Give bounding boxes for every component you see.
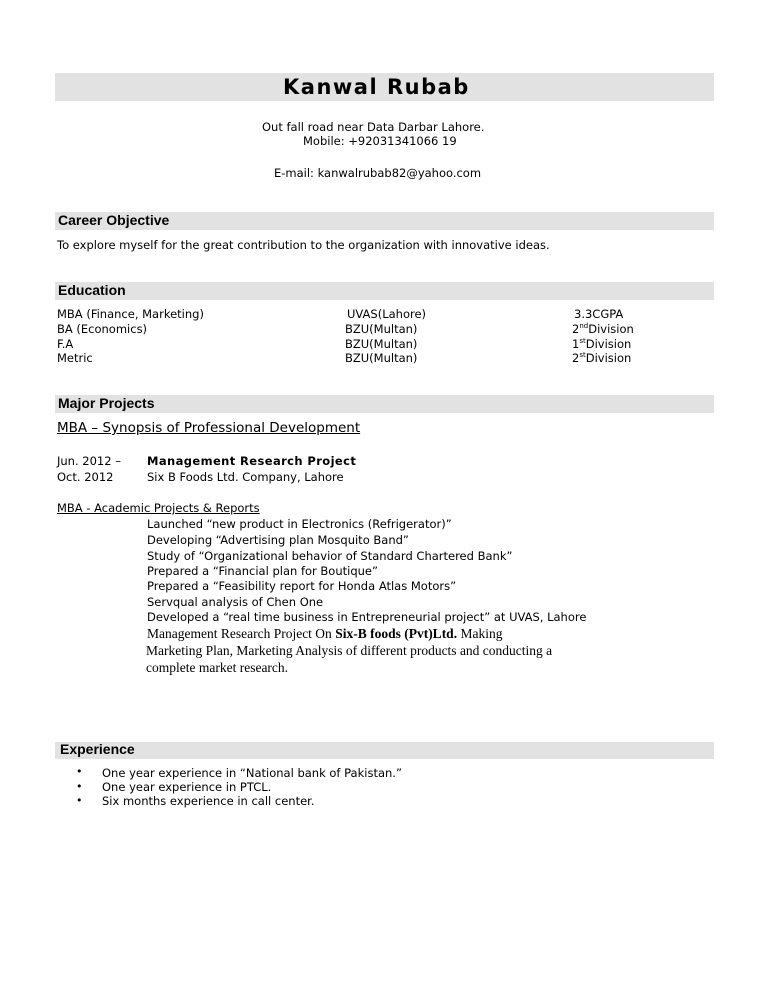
edu-degree: Metric	[57, 351, 93, 365]
bullet-icon: •	[76, 765, 83, 778]
edu-degree: MBA (Finance, Marketing)	[57, 307, 204, 321]
research-line-1: Management Research Project On Six-B foods (Pvt)Ltd. Making	[147, 626, 503, 641]
edu-result: 1stDivision	[572, 337, 632, 351]
experience-item: One year experience in “National bank of Pakistan.”	[102, 766, 402, 780]
edu-result: 2stDivision	[572, 351, 632, 365]
edu-institute: BZU(Multan)	[345, 337, 418, 351]
date-to: Oct. 2012	[57, 470, 114, 484]
candidate-name: Kanwal Rubab	[283, 75, 470, 99]
research-line-3: complete market research.	[146, 660, 289, 675]
edu-institute: UVAS(Lahore)	[347, 307, 427, 321]
projects-title: Major Projects	[58, 395, 155, 411]
project-item: Developed a “real time business in Entrepreneurial project” at UVAS, Lahore	[147, 610, 587, 624]
career-text: To explore myself for the great contribution to the organization with innovative ideas.	[57, 238, 550, 252]
project-company: Six B Foods Ltd. Company, Lahore	[147, 470, 344, 484]
academic-heading: MBA - Academic Projects & Reports	[57, 501, 260, 515]
address: Out fall road near Data Darbar Lahore.	[262, 120, 485, 134]
bullet-icon: •	[76, 780, 83, 793]
date-from: Jun. 2012 –	[57, 454, 121, 468]
mobile: Mobile: +92031341066 19	[303, 134, 457, 148]
bullet-icon: •	[76, 794, 83, 807]
education-title: Education	[58, 282, 126, 298]
synopsis-heading: MBA – Synopsis of Professional Development	[57, 420, 361, 436]
project-item: Prepared a “Financial plan for Boutique”	[147, 564, 378, 578]
edu-degree: F.A	[57, 337, 74, 351]
education-section-bar	[55, 282, 714, 300]
email: E-mail: kanwalrubab82@yahoo.com	[274, 166, 482, 180]
project-item: Prepared a “Feasibility report for Honda Atlas Motors”	[147, 579, 457, 593]
project-name: Management Research Project	[147, 454, 357, 468]
project-item: Servqual analysis of Chen One	[147, 595, 324, 609]
edu-result: 2ndDivision	[572, 322, 634, 336]
career-title: Career Objective	[58, 212, 170, 228]
project-item: Launched “new product in Electronics (Refrigerator)”	[147, 517, 452, 531]
project-item: Study of “Organizational behavior of Standard Chartered Bank”	[147, 549, 513, 563]
experience-item: Six months experience in call center.	[102, 794, 315, 808]
research-line-2: Marketing Plan, Marketing Analysis of different products and conducting a	[146, 643, 553, 658]
edu-institute: BZU(Multan)	[345, 322, 418, 336]
experience-section-bar	[55, 742, 714, 759]
experience-title: Experience	[60, 741, 135, 757]
experience-item: One year experience in PTCL.	[102, 780, 272, 794]
project-item: Developing “Advertising plan Mosquito Band”	[147, 533, 409, 547]
edu-result: 3.3CGPA	[574, 307, 624, 321]
edu-institute: BZU(Multan)	[345, 351, 418, 365]
edu-degree: BA (Economics)	[57, 322, 148, 336]
